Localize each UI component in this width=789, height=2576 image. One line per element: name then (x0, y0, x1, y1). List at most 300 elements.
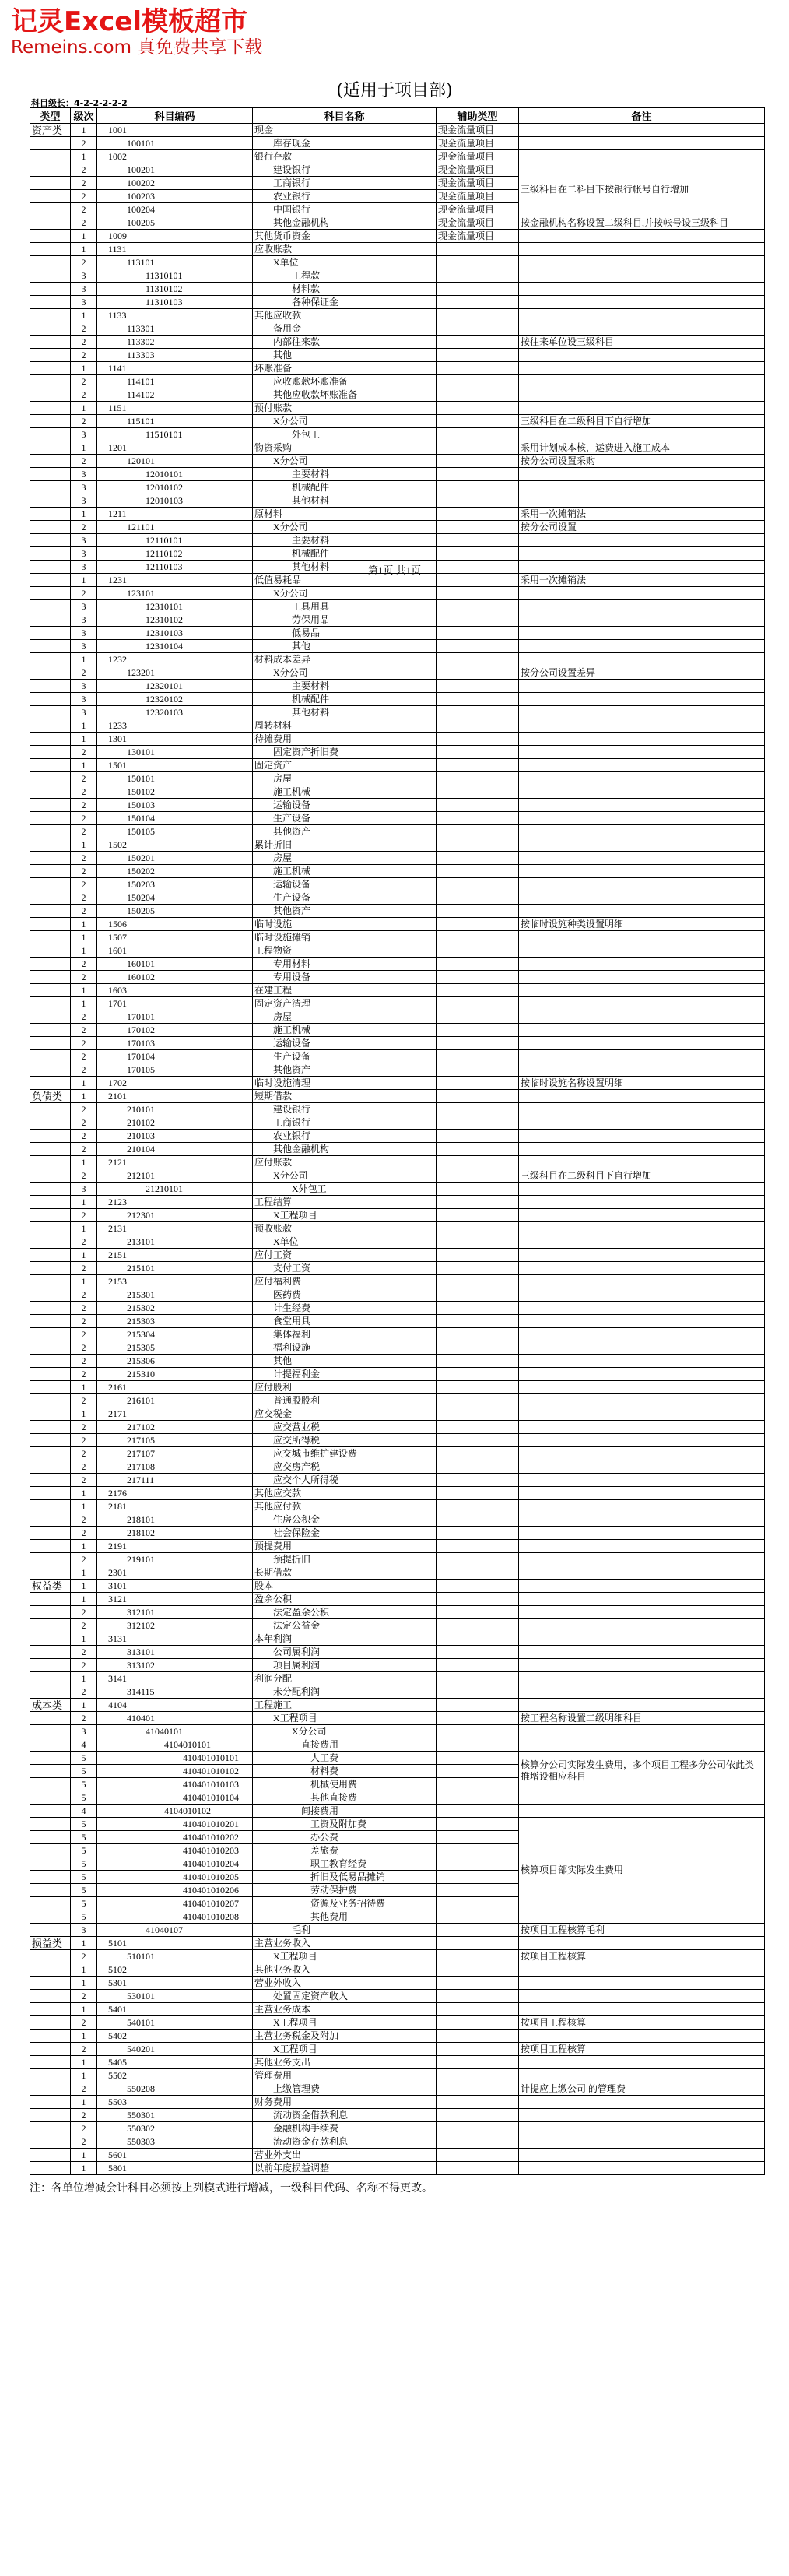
footer-note: 注：各单位增减会计科目必须按上列模式进行增减，一级科目代码、名称不得更改。 (30, 2183, 433, 2195)
cell-aux (437, 825, 519, 838)
cell-name: 农业银行 (253, 1130, 437, 1143)
cell-code: 1201 (97, 441, 253, 455)
cell-type (30, 415, 71, 428)
cell-type (30, 1209, 71, 1222)
cell-name: 生产设备 (253, 812, 437, 825)
cell-level: 5 (71, 1884, 97, 1897)
cell-remark (519, 296, 765, 309)
cell-remark (519, 1659, 765, 1672)
cell-aux (437, 455, 519, 468)
cell-remark (519, 1050, 765, 1063)
cell-remark (519, 1540, 765, 1553)
cell-remark: 按临时设施种类设置明细 (519, 918, 765, 931)
cell-code: 210103 (97, 1130, 253, 1143)
cell-type (30, 971, 71, 984)
cell-level: 2 (71, 1130, 97, 1143)
cell-remark: 按分公司设置采购 (519, 455, 765, 468)
cell-remark (519, 2030, 765, 2043)
cell-name: 其他材料 (253, 494, 437, 508)
table-row (30, 2016, 765, 2030)
table-row (30, 547, 765, 561)
cell-name: 房屋 (253, 1010, 437, 1024)
cell-name: 公司属利润 (253, 1646, 437, 1659)
cell-code: 150102 (97, 785, 253, 799)
cell-name: 其他费用 (253, 1910, 437, 1924)
cell-name: 银行存款 (253, 150, 437, 163)
cell-type (30, 1156, 71, 1169)
cell-level: 1 (71, 1500, 97, 1513)
cell-code: 115101 (97, 415, 253, 428)
cell-aux (437, 891, 519, 905)
cell-name: X工程项目 (253, 1950, 437, 1963)
cell-name: 原材料 (253, 508, 437, 521)
cell-level: 2 (71, 1421, 97, 1434)
cell-code: 550301 (97, 2109, 253, 2122)
cell-name: 其他应交款 (253, 1487, 437, 1500)
cell-name: 未分配利润 (253, 1685, 437, 1699)
cell-code: 4104 (97, 1699, 253, 1712)
cell-remark (519, 1275, 765, 1288)
table-row (30, 1699, 765, 1712)
cell-name: 职工教育经费 (253, 1857, 437, 1871)
cell-level: 5 (71, 1791, 97, 1805)
cell-name: 运输设备 (253, 878, 437, 891)
cell-code: 410401 (97, 1712, 253, 1725)
cell-level: 3 (71, 600, 97, 613)
cell-code: 12010101 (97, 468, 253, 481)
cell-name: 工商银行 (253, 1116, 437, 1130)
cell-name: 其他 (253, 1355, 437, 1368)
cell-level: 2 (71, 190, 97, 203)
cell-level: 2 (71, 1169, 97, 1183)
cell-code: 215310 (97, 1368, 253, 1381)
table-row (30, 1566, 765, 1580)
cell-type (30, 918, 71, 931)
cell-name: 工程结算 (253, 1196, 437, 1209)
cell-aux (437, 1646, 519, 1659)
cell-aux (437, 1950, 519, 1963)
cell-code: 217111 (97, 1474, 253, 1487)
cell-code: 12110101 (97, 534, 253, 547)
cell-remark: 核算分公司实际发生费用，多个项目工程多分公司依此类推增设相应科目 (519, 1752, 765, 1791)
cell-aux (437, 2122, 519, 2135)
cell-name: 工程物资 (253, 944, 437, 958)
cell-code: 2151 (97, 1249, 253, 1262)
cell-code: 1506 (97, 918, 253, 931)
cell-name: X分公司 (253, 415, 437, 428)
cell-remark (519, 1381, 765, 1394)
header-aux: 辅助类型 (437, 108, 519, 124)
table-row (30, 1738, 765, 1752)
cell-remark (519, 2109, 765, 2122)
cell-level: 2 (71, 137, 97, 150)
cell-remark (519, 1024, 765, 1037)
cell-type (30, 362, 71, 375)
cell-level: 2 (71, 852, 97, 865)
table-row (30, 772, 765, 785)
cell-remark (519, 243, 765, 256)
cell-name: 本年利润 (253, 1632, 437, 1646)
cell-name: 法定盈余公积 (253, 1606, 437, 1619)
cell-remark: 计提应上缴公司 的管理费 (519, 2082, 765, 2096)
cell-name: 其他货币资金 (253, 230, 437, 243)
cell-remark (519, 1580, 765, 1593)
cell-code: 100101 (97, 137, 253, 150)
table-row (30, 640, 765, 653)
table-row (30, 1103, 765, 1116)
cell-code: 410401010203 (97, 1844, 253, 1857)
cell-remark (519, 349, 765, 362)
table-row (30, 322, 765, 336)
cell-aux (437, 1156, 519, 1169)
cell-aux (437, 1288, 519, 1302)
table-row (30, 680, 765, 693)
cell-remark (519, 375, 765, 388)
cell-level: 3 (71, 706, 97, 719)
cell-level: 3 (71, 283, 97, 296)
cell-name: 材料成本差异 (253, 653, 437, 666)
table-row (30, 124, 765, 137)
cell-remark (519, 905, 765, 918)
cell-aux (437, 1844, 519, 1857)
cell-aux (437, 693, 519, 706)
table-row (30, 838, 765, 852)
cell-type (30, 2096, 71, 2109)
table-row (30, 1646, 765, 1659)
cell-type (30, 1235, 71, 1249)
cell-remark (519, 812, 765, 825)
cell-level: 1 (71, 2096, 97, 2109)
cell-aux (437, 1990, 519, 2003)
cell-code: 5401 (97, 2003, 253, 2016)
cell-aux (437, 269, 519, 283)
cell-remark: 三级科目在二科目下按银行帐号自行增加 (519, 163, 765, 216)
cell-type (30, 1791, 71, 1805)
cell-type (30, 1672, 71, 1685)
cell-code: 219101 (97, 1553, 253, 1566)
cell-remark (519, 1262, 765, 1275)
cell-aux (437, 2109, 519, 2122)
cell-type (30, 1130, 71, 1143)
cell-remark: 按分公司设置 (519, 521, 765, 534)
table-row (30, 1381, 765, 1394)
table-row (30, 812, 765, 825)
cell-aux (437, 1857, 519, 1871)
cell-type (30, 428, 71, 441)
cell-aux (437, 905, 519, 918)
cell-aux (437, 1977, 519, 1990)
cell-level: 3 (71, 1725, 97, 1738)
cell-code: 540101 (97, 2016, 253, 2030)
cell-code: 5301 (97, 1977, 253, 1990)
table-row (30, 1805, 765, 1818)
cell-code: 160102 (97, 971, 253, 984)
cell-level: 2 (71, 521, 97, 534)
cell-type (30, 1447, 71, 1460)
cell-remark (519, 1685, 765, 1699)
cell-name: 福利设施 (253, 1341, 437, 1355)
cell-aux (437, 1394, 519, 1407)
cell-level: 3 (71, 547, 97, 561)
cell-remark (519, 1407, 765, 1421)
cell-aux (437, 1778, 519, 1791)
page-number: 第1页 共1页 (367, 564, 422, 576)
cell-code: 410401010201 (97, 1818, 253, 1831)
cell-code: 2181 (97, 1500, 253, 1513)
cell-type (30, 1990, 71, 2003)
cell-remark (519, 2135, 765, 2149)
table-row (30, 1235, 765, 1249)
cell-code: 2161 (97, 1381, 253, 1394)
table-row (30, 243, 765, 256)
table-row (30, 494, 765, 508)
cell-type (30, 1818, 71, 1831)
cell-level: 1 (71, 1487, 97, 1500)
cell-type (30, 759, 71, 772)
cell-type (30, 653, 71, 666)
cell-name: 其他直接费 (253, 1791, 437, 1805)
cell-code: 410401010102 (97, 1765, 253, 1778)
cell-aux: 现金流量项目 (437, 177, 519, 190)
cell-type (30, 2056, 71, 2069)
cell-aux (437, 1725, 519, 1738)
cell-aux (437, 1103, 519, 1116)
cell-remark (519, 2122, 765, 2135)
cell-aux (437, 428, 519, 441)
cell-name: 内部往来款 (253, 336, 437, 349)
cell-level: 1 (71, 1699, 97, 1712)
cell-name: 累计折旧 (253, 838, 437, 852)
cell-type (30, 150, 71, 163)
table-row (30, 1513, 765, 1527)
cell-level: 5 (71, 1857, 97, 1871)
table-row (30, 1447, 765, 1460)
table-row (30, 2109, 765, 2122)
cell-type (30, 1050, 71, 1063)
table-row (30, 971, 765, 984)
cell-code: 150204 (97, 891, 253, 905)
table-row (30, 283, 765, 296)
cell-type (30, 1024, 71, 1037)
cell-name: 应交房产税 (253, 1460, 437, 1474)
cell-level: 1 (71, 1196, 97, 1209)
cell-type (30, 640, 71, 653)
cell-remark (519, 1632, 765, 1646)
cell-remark (519, 468, 765, 481)
cell-aux (437, 931, 519, 944)
cell-level: 2 (71, 587, 97, 600)
cell-type: 权益类 (30, 1580, 71, 1593)
table-row (30, 1050, 765, 1063)
cell-level: 3 (71, 1924, 97, 1937)
cell-aux (437, 852, 519, 865)
cell-aux (437, 865, 519, 878)
cell-name: X单位 (253, 256, 437, 269)
table-row (30, 1474, 765, 1487)
cell-remark (519, 2003, 765, 2016)
cell-type (30, 1632, 71, 1646)
cell-level: 1 (71, 402, 97, 415)
cell-aux (437, 547, 519, 561)
cell-name: 处置固定资产收入 (253, 1990, 437, 2003)
cell-name: 待摊费用 (253, 733, 437, 746)
cell-type (30, 1288, 71, 1302)
table-header-row (30, 108, 765, 124)
table-row (30, 481, 765, 494)
cell-aux (437, 243, 519, 256)
cell-name: X工程项目 (253, 1712, 437, 1725)
cell-remark (519, 1196, 765, 1209)
cell-name: X外包工 (253, 1183, 437, 1196)
cell-aux (437, 984, 519, 997)
table-body (30, 124, 765, 2175)
cell-name: X工程项目 (253, 1209, 437, 1222)
cell-type (30, 243, 71, 256)
cell-type (30, 1077, 71, 1090)
cell-name: 其他应付款 (253, 1500, 437, 1513)
cell-name: X单位 (253, 1235, 437, 1249)
cell-code: 170101 (97, 1010, 253, 1024)
cell-name: X工程项目 (253, 2016, 437, 2030)
cell-remark (519, 1328, 765, 1341)
table-row (30, 825, 765, 838)
cell-level: 1 (71, 944, 97, 958)
cell-code: 2101 (97, 1090, 253, 1103)
table-row (30, 1275, 765, 1288)
header-type: 类型 (30, 108, 71, 124)
cell-remark: 按项目工程核算毛利 (519, 1924, 765, 1937)
cell-remark: 按项目工程核算 (519, 2016, 765, 2030)
cell-code: 2176 (97, 1487, 253, 1500)
cell-aux (437, 1037, 519, 1050)
cell-aux: 现金流量项目 (437, 230, 519, 243)
cell-type (30, 785, 71, 799)
cell-code: 5402 (97, 2030, 253, 2043)
cell-aux: 现金流量项目 (437, 216, 519, 230)
cell-name: 施工机械 (253, 1024, 437, 1037)
cell-name: 房屋 (253, 772, 437, 785)
cell-remark (519, 1593, 765, 1606)
cell-aux (437, 719, 519, 733)
cell-code: 114102 (97, 388, 253, 402)
table-row (30, 2056, 765, 2069)
cell-name: 预提费用 (253, 1540, 437, 1553)
table-row (30, 997, 765, 1010)
cell-aux (437, 1805, 519, 1818)
cell-name: 其他 (253, 349, 437, 362)
table-row (30, 2122, 765, 2135)
cell-aux (437, 1302, 519, 1315)
cell-name: 施工机械 (253, 865, 437, 878)
table-row (30, 799, 765, 812)
table-row (30, 984, 765, 997)
cell-name: 劳保用品 (253, 613, 437, 627)
table-row (30, 1209, 765, 1222)
cell-code: 150203 (97, 878, 253, 891)
cell-type (30, 1752, 71, 1765)
cell-level: 2 (71, 1447, 97, 1460)
cell-name: X分公司 (253, 521, 437, 534)
cell-remark: 采用一次摊销法 (519, 508, 765, 521)
cell-aux (437, 336, 519, 349)
cell-name: 备用金 (253, 322, 437, 336)
cell-type (30, 2122, 71, 2135)
cell-aux (437, 1235, 519, 1249)
cell-aux (437, 1619, 519, 1632)
watermark-logo (11, 6, 338, 58)
cell-code: 170104 (97, 1050, 253, 1063)
table-row (30, 1090, 765, 1103)
cell-aux (437, 878, 519, 891)
cell-name: 毛利 (253, 1924, 437, 1937)
cell-type (30, 1196, 71, 1209)
cell-type (30, 1143, 71, 1156)
cell-level: 2 (71, 1341, 97, 1355)
cell-code: 41040101 (97, 1725, 253, 1738)
cell-level: 2 (71, 1235, 97, 1249)
table-row (30, 719, 765, 733)
cell-type (30, 1407, 71, 1421)
cell-code: 217108 (97, 1460, 253, 1474)
cell-aux (437, 971, 519, 984)
cell-remark (519, 587, 765, 600)
cell-aux (437, 706, 519, 719)
table-row (30, 1593, 765, 1606)
cell-remark: 三级科目在二级科目下自行增加 (519, 415, 765, 428)
cell-name: 其他资产 (253, 825, 437, 838)
table-row (30, 1791, 765, 1805)
cell-name: 应付股利 (253, 1381, 437, 1394)
table-row (30, 1010, 765, 1024)
table-row (30, 336, 765, 349)
cell-type (30, 1394, 71, 1407)
cell-name: 食堂用具 (253, 1315, 437, 1328)
cell-type (30, 587, 71, 600)
cell-code: 1231 (97, 574, 253, 587)
cell-code: 113303 (97, 349, 253, 362)
cell-aux (437, 481, 519, 494)
cell-aux (437, 799, 519, 812)
cell-type (30, 256, 71, 269)
cell-remark (519, 640, 765, 653)
cell-name: 住房公积金 (253, 1513, 437, 1527)
cell-code: 12110102 (97, 547, 253, 561)
cell-code: 217107 (97, 1447, 253, 1460)
cell-level: 2 (71, 177, 97, 190)
cell-code: 2131 (97, 1222, 253, 1235)
cell-type (30, 1103, 71, 1116)
cell-remark (519, 1143, 765, 1156)
cell-aux (437, 1249, 519, 1262)
table-row (30, 402, 765, 415)
cell-aux (437, 838, 519, 852)
cell-name: 以前年度损益调整 (253, 2162, 437, 2175)
cell-code: 3131 (97, 1632, 253, 1646)
cell-remark: 按临时设施名称设置明细 (519, 1077, 765, 1090)
cell-name: 外包工 (253, 428, 437, 441)
cell-code: 5502 (97, 2069, 253, 2082)
cell-aux (437, 918, 519, 931)
cell-type (30, 733, 71, 746)
cell-aux (437, 296, 519, 309)
cell-level: 1 (71, 918, 97, 931)
cell-type (30, 2043, 71, 2056)
table-row (30, 455, 765, 468)
cell-aux (437, 1527, 519, 1540)
cell-remark: 按分公司设置差异 (519, 666, 765, 680)
cell-aux (437, 441, 519, 455)
cell-name: 应交营业税 (253, 1421, 437, 1434)
